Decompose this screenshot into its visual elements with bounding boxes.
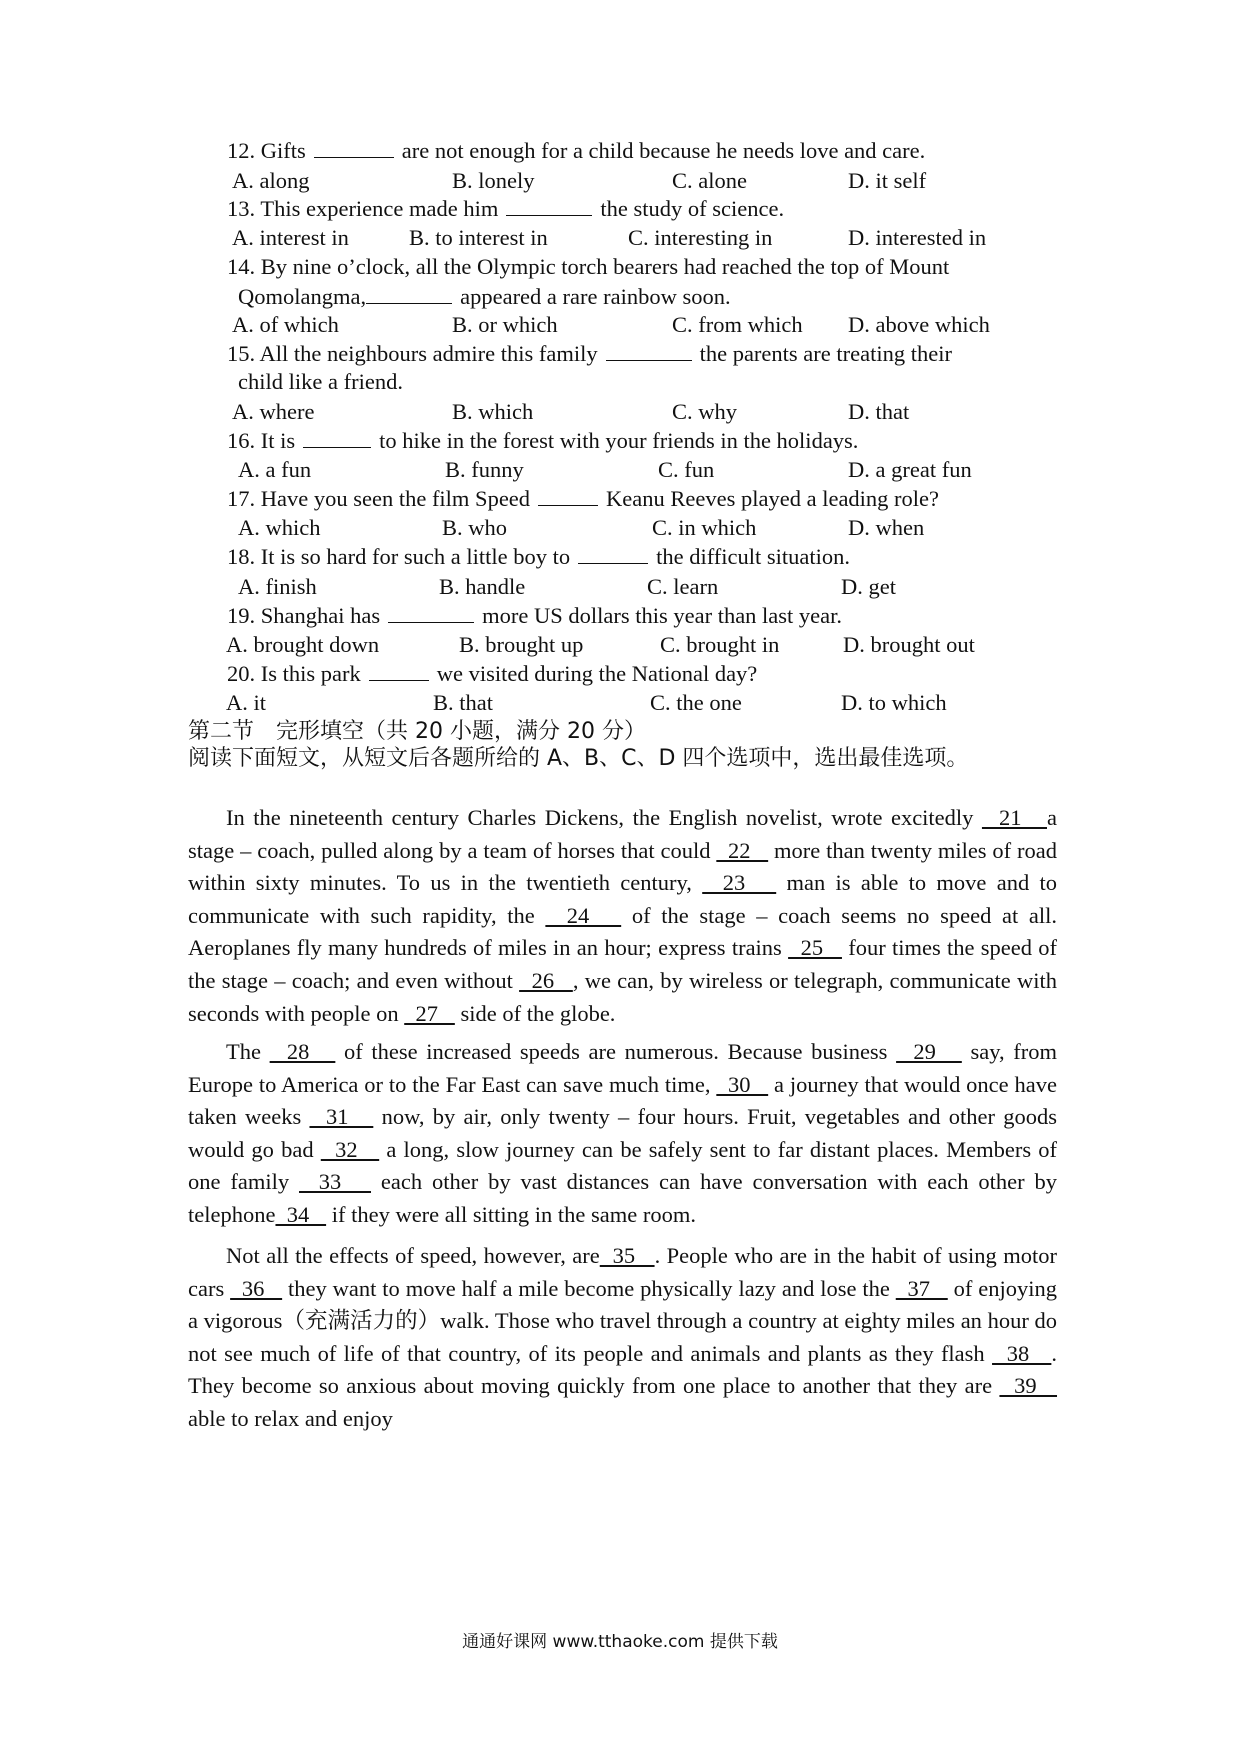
answer-blank[interactable] — [303, 429, 371, 448]
question-number: 17. — [227, 486, 261, 511]
cloze-blank-38[interactable]: 38 — [992, 1340, 1052, 1366]
question-13-options — [0, 222, 1240, 254]
option-c[interactable]: C. alone — [672, 168, 747, 193]
passage-text: more than twenty miles of road within sixty minutes. To us in the twentieth century, — [188, 837, 1058, 896]
option-c[interactable]: C. from which — [672, 312, 803, 337]
cloze-blank-34[interactable]: 34 — [275, 1201, 327, 1227]
question-text: Have you seen the film Speed — [260, 486, 531, 511]
page-footer: 通通好课网 www.tthaoke.com 提供下载 — [462, 1632, 778, 1652]
question-15-stem-continued: child like a friend. — [238, 369, 403, 394]
cloze-blank-33[interactable]: 33 — [299, 1169, 371, 1195]
option-d[interactable]: D. when — [848, 515, 925, 540]
passage-text: of the stage – coach seems no speed at all. Aeroplanes fly many hundreds of miles in an hour; express trains — [188, 902, 1057, 961]
question-text: Qomolangma, — [238, 284, 367, 309]
question-text: more US dollars this year than last year. — [482, 603, 843, 628]
option-d[interactable]: D. that — [848, 399, 910, 424]
option-a[interactable]: A. of which — [232, 312, 339, 337]
option-c[interactable]: C. interesting in — [628, 225, 773, 250]
option-a[interactable]: A. it — [226, 690, 267, 715]
question-text: to hike in the forest with your friends in the holidays. — [379, 428, 859, 453]
question-number: 20. — [227, 661, 261, 686]
answer-blank[interactable] — [369, 662, 429, 681]
cloze-paragraph-2 — [188, 1036, 1057, 1232]
cloze-blank-37[interactable]: 37 — [895, 1275, 948, 1301]
option-c[interactable]: C. why — [672, 399, 738, 424]
question-text: Keanu Reeves played a leading role? — [606, 486, 940, 511]
option-a[interactable]: A. along — [232, 168, 310, 193]
option-a[interactable]: A. which — [238, 515, 321, 540]
passage-text: . They become so anxious about moving quickly from one place to another that they are — [188, 1340, 1057, 1399]
passage-text: a long, slow journey can be safely sent to far distant places. Members of one family — [188, 1136, 1058, 1195]
answer-blank[interactable] — [578, 545, 648, 564]
passage-text: able to relax and enjoy — [188, 1405, 393, 1431]
cloze-blank-27[interactable]: 27 — [404, 1000, 455, 1026]
option-d[interactable]: D. interested in — [848, 225, 987, 250]
option-b[interactable]: B. which — [452, 399, 534, 424]
cloze-blank-25[interactable]: 25 — [788, 935, 842, 961]
cloze-blank-28[interactable]: 28 — [269, 1039, 336, 1064]
passage-text: of these increased speeds are numerous. Because business — [335, 1039, 897, 1064]
cloze-blank-23[interactable]: 23 — [702, 870, 777, 896]
question-text: appeared a rare rainbow soon. — [460, 284, 731, 309]
question-17-options — [0, 512, 1240, 544]
cloze-blank-29[interactable]: 29 — [896, 1039, 962, 1064]
option-b[interactable]: B. handle — [439, 574, 526, 599]
cloze-blank-35[interactable]: 35 — [599, 1243, 655, 1268]
question-text: the study of science. — [600, 196, 785, 221]
question-number: 18. — [227, 544, 261, 569]
cloze-blank-21[interactable]: 21 — [981, 805, 1047, 830]
option-b[interactable]: B. funny — [445, 457, 524, 482]
option-d[interactable]: D. above which — [848, 312, 990, 337]
section-title: 第二节 完形填空（共 20 小题，满分 20 分） — [188, 719, 646, 744]
question-20-stem — [0, 658, 1240, 690]
cloze-paragraph-1 — [188, 802, 1057, 1030]
option-b[interactable]: B. who — [442, 515, 508, 540]
option-a[interactable]: A. brought down — [226, 632, 380, 657]
option-c[interactable]: C. brought in — [660, 632, 780, 657]
passage-text: side of the globe. — [454, 1000, 616, 1026]
option-c[interactable]: C. in which — [652, 515, 757, 540]
question-text: It is — [260, 428, 296, 453]
question-text: This experience made him — [260, 196, 499, 221]
passage-text: man is able to move and to communicate with such rapidity, the — [188, 870, 1057, 928]
cloze-paragraph-3 — [188, 1240, 1057, 1436]
question-16-stem — [0, 425, 1240, 457]
question-number: 14. — [227, 254, 261, 279]
question-14-stem — [0, 251, 1240, 283]
question-text: the difficult situation. — [656, 544, 851, 569]
cloze-blank-32[interactable]: 32 — [320, 1136, 380, 1162]
cloze-blank-24[interactable]: 24 — [545, 902, 622, 928]
passage-text: they want to move half a mile become physically lazy and lose the — [282, 1275, 896, 1301]
option-b[interactable]: B. to interest in — [409, 225, 548, 250]
passage-text: a stage – coach, pulled along by a team of horses that could — [188, 805, 1057, 863]
passage-text: now, by air, only twenty – four hours. Fruit, vegetables and other goods would go bad — [188, 1104, 1058, 1162]
cloze-blank-36[interactable]: 36 — [230, 1275, 283, 1301]
passage-text: four times the speed of the stage – coach; and even without — [188, 935, 1057, 993]
question-text: we visited during the National day? — [436, 661, 758, 686]
section-instruction: 阅读下面短文，从短文后各题所给的 A、B、C、D 四个选项中，选出最佳选项。 — [188, 746, 969, 771]
question-number: 15. — [227, 341, 260, 366]
passage-text: a journey that would once have taken weeks — [188, 1071, 1057, 1130]
question-number: 16. — [227, 428, 261, 453]
option-b[interactable]: B. brought up — [459, 632, 584, 657]
option-a[interactable]: A. finish — [238, 574, 317, 599]
question-text: It is so hard for such a little boy to — [260, 544, 571, 569]
question-number: 19. — [227, 603, 261, 628]
question-18-options — [0, 571, 1240, 603]
question-text: Shanghai has — [260, 603, 381, 628]
cloze-blank-30[interactable]: 30 — [716, 1071, 769, 1097]
answer-blank[interactable] — [606, 342, 692, 361]
cloze-blank-22[interactable]: 22 — [716, 837, 769, 863]
option-c[interactable]: C. the one — [650, 690, 742, 715]
question-19-stem — [0, 600, 1240, 632]
option-d[interactable]: D. it self — [848, 168, 927, 193]
question-17-stem — [0, 483, 1240, 515]
option-c[interactable]: C. learn — [647, 574, 719, 599]
question-text: By nine o’clock, all the Olympic torch bearers had reached the top of Mount — [260, 254, 950, 279]
passage-text: . People who are in the habit of using motor cars — [188, 1243, 1058, 1301]
option-a[interactable]: A. where — [232, 399, 315, 424]
cloze-blank-31[interactable]: 31 — [309, 1104, 374, 1130]
option-d[interactable]: D. a great fun — [848, 457, 972, 482]
answer-blank[interactable] — [538, 487, 598, 506]
option-d[interactable]: D. to which — [841, 690, 947, 715]
passage-text: say, from Europe to America or to the Far East can save much time, — [188, 1039, 1057, 1097]
question-19-options — [0, 629, 1240, 661]
question-13-stem — [0, 193, 1240, 225]
answer-blank[interactable] — [506, 197, 592, 216]
passage-text: each other by vast distances can have conversation with each other by telephone — [188, 1169, 1057, 1227]
question-number: 13. — [227, 196, 261, 221]
question-text: Is this park — [260, 661, 361, 686]
question-text: are not enough for a child because he needs love and care. — [401, 138, 926, 163]
answer-blank[interactable] — [314, 139, 394, 158]
question-15-options — [0, 396, 1240, 428]
question-number: 12. — [227, 138, 261, 163]
option-d[interactable]: D. brought out — [843, 632, 975, 657]
option-a[interactable]: A. a fun — [238, 457, 312, 482]
option-c[interactable]: C. fun — [658, 457, 715, 482]
question-12-stem — [0, 135, 1240, 167]
passage-text: of enjoying a vigorous（充满活力的）walk. Those who travel through a country at eighty miles an hour do not see much of life of that country, of its people and animals and plants as they flash — [188, 1275, 1058, 1366]
question-text: All the neighbours admire this family — [259, 341, 598, 366]
answer-blank[interactable] — [366, 285, 452, 304]
option-b[interactable]: B. or which — [452, 312, 558, 337]
question-text: Gifts — [260, 138, 306, 163]
option-b[interactable]: B. that — [433, 690, 493, 715]
passage-text: In the nineteenth century Charles Dickens, the English novelist, wrote excitedly — [226, 805, 982, 830]
passage-text: The — [226, 1039, 270, 1064]
passage-text: , we can, by wireless or telegraph, communicate with seconds with people on — [188, 967, 1057, 1026]
question-14-options — [0, 309, 1240, 341]
question-text: the parents are treating their — [699, 341, 952, 366]
cloze-blank-39[interactable]: 39 — [999, 1373, 1058, 1399]
option-b[interactable]: B. lonely — [452, 168, 535, 193]
passage-text: Not all the effects of speed, however, are — [226, 1243, 600, 1268]
question-16-options — [0, 454, 1240, 486]
option-d[interactable]: D. get — [841, 574, 896, 599]
option-a[interactable]: A. interest in — [232, 225, 349, 250]
answer-blank[interactable] — [388, 604, 474, 623]
cloze-blank-26[interactable]: 26 — [519, 967, 573, 993]
question-18-stem — [0, 541, 1240, 573]
passage-text: if they were all sitting in the same room. — [326, 1201, 697, 1227]
